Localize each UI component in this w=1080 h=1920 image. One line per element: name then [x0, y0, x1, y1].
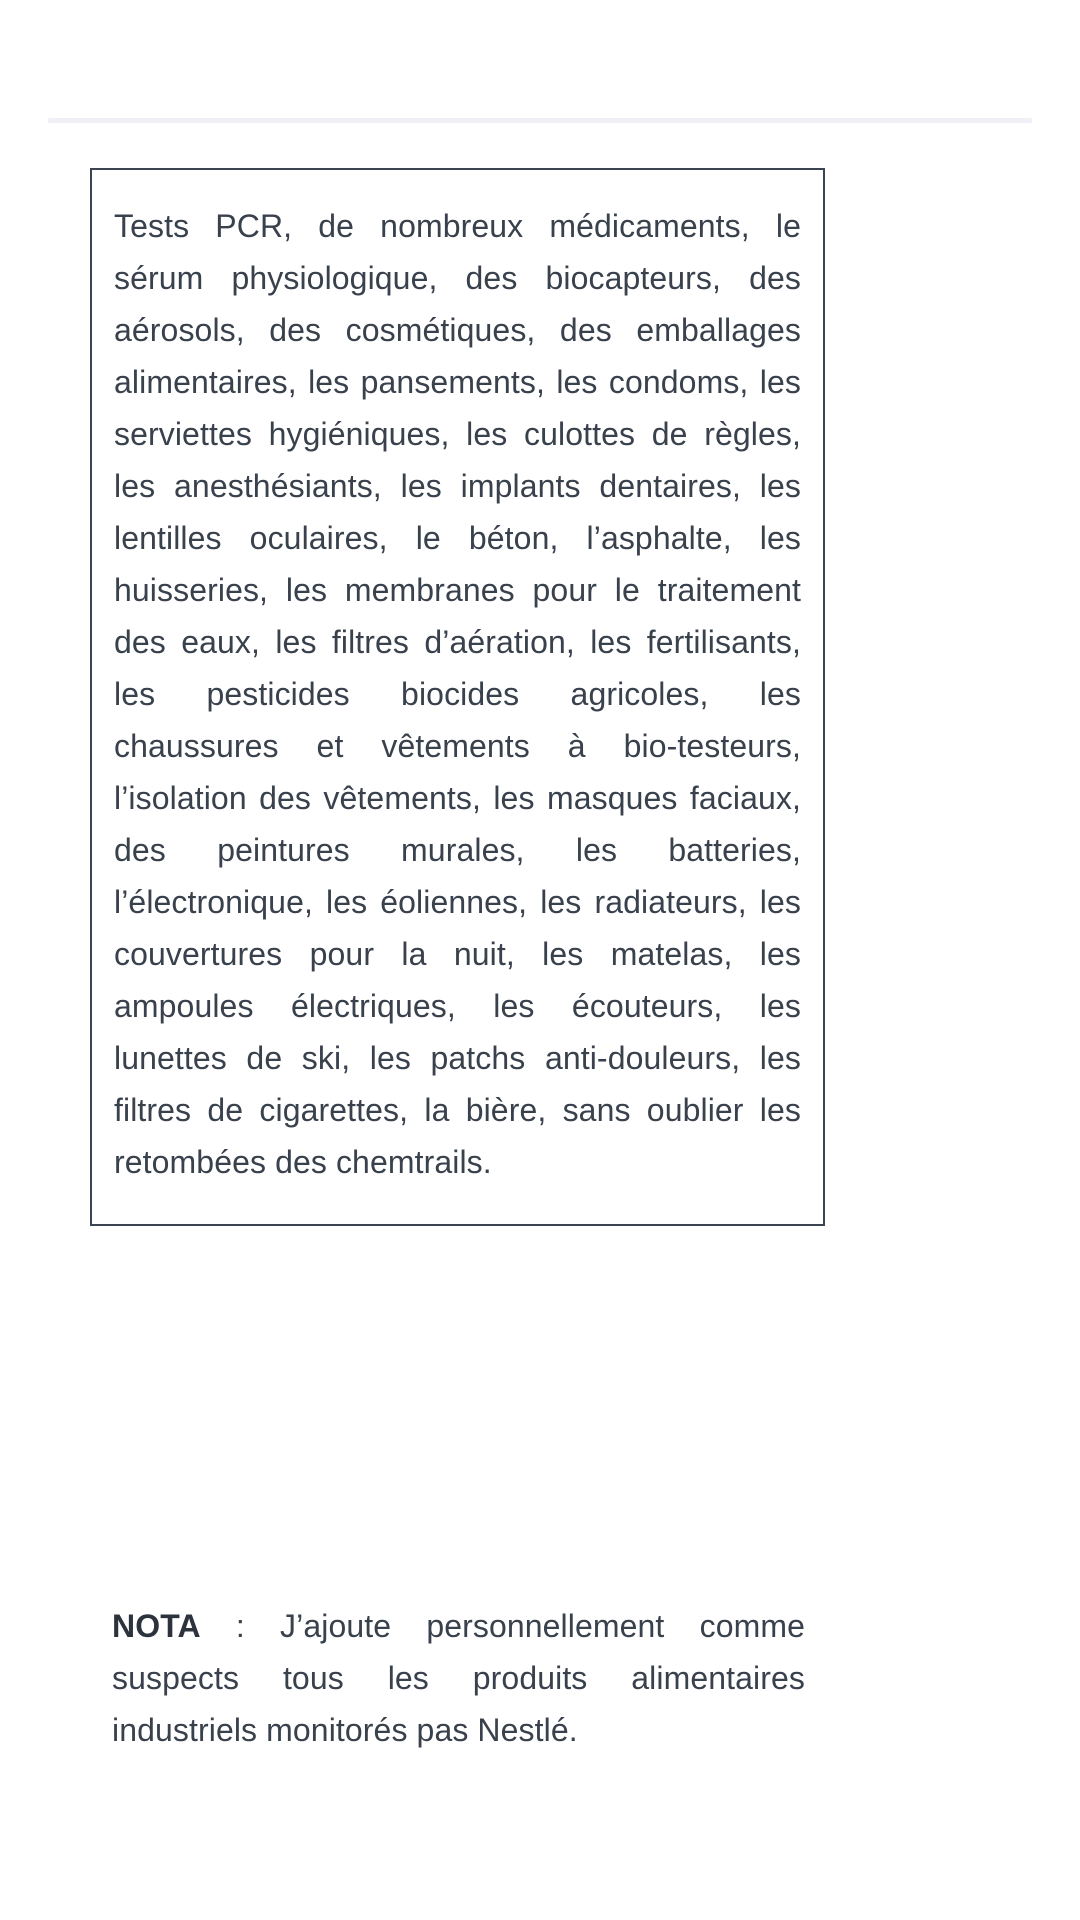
section-divider — [48, 118, 1032, 123]
nota-label: NOTA — [112, 1608, 201, 1644]
nota-paragraph — [112, 1600, 805, 1756]
nota-body-text: J’ajoute personnellement comme suspects tous les produits alimentaires industriels monitorés pas Nestlé. — [112, 1608, 805, 1748]
quote-box-body-text: Tests PCR, de nombreux médicaments, le sérum physiologique, des biocapteurs, des aérosols, des cosmétiques, des emballages alimentaires, les pansements, les condoms, les serviettes hygiéniques, les culottes de règles, les anesthésiants, les implants dentaires, les lentilles oculaires, le béton, l’asphalte, les huisseries, les membranes pour le traitement des eaux, les filtres d’aération, les fertilisants, les pesticides biocides agricoles, les chaussures et vêtements à bio-testeurs, l’isolation des vêtements, les masques faciaux, des peintures murales, les batteries, l’électronique, les éoliennes, les radiateurs, les couvertures pour la nuit, les matelas, les ampoules électriques, les écouteurs, les lunettes de ski, les patchs anti-douleurs, les filtres de cigarettes, la bière, sans oublier les retombées des chemtrails. — [114, 208, 801, 1180]
nota-separator: : — [200, 1608, 281, 1644]
highlighted-list-box — [90, 168, 825, 1226]
